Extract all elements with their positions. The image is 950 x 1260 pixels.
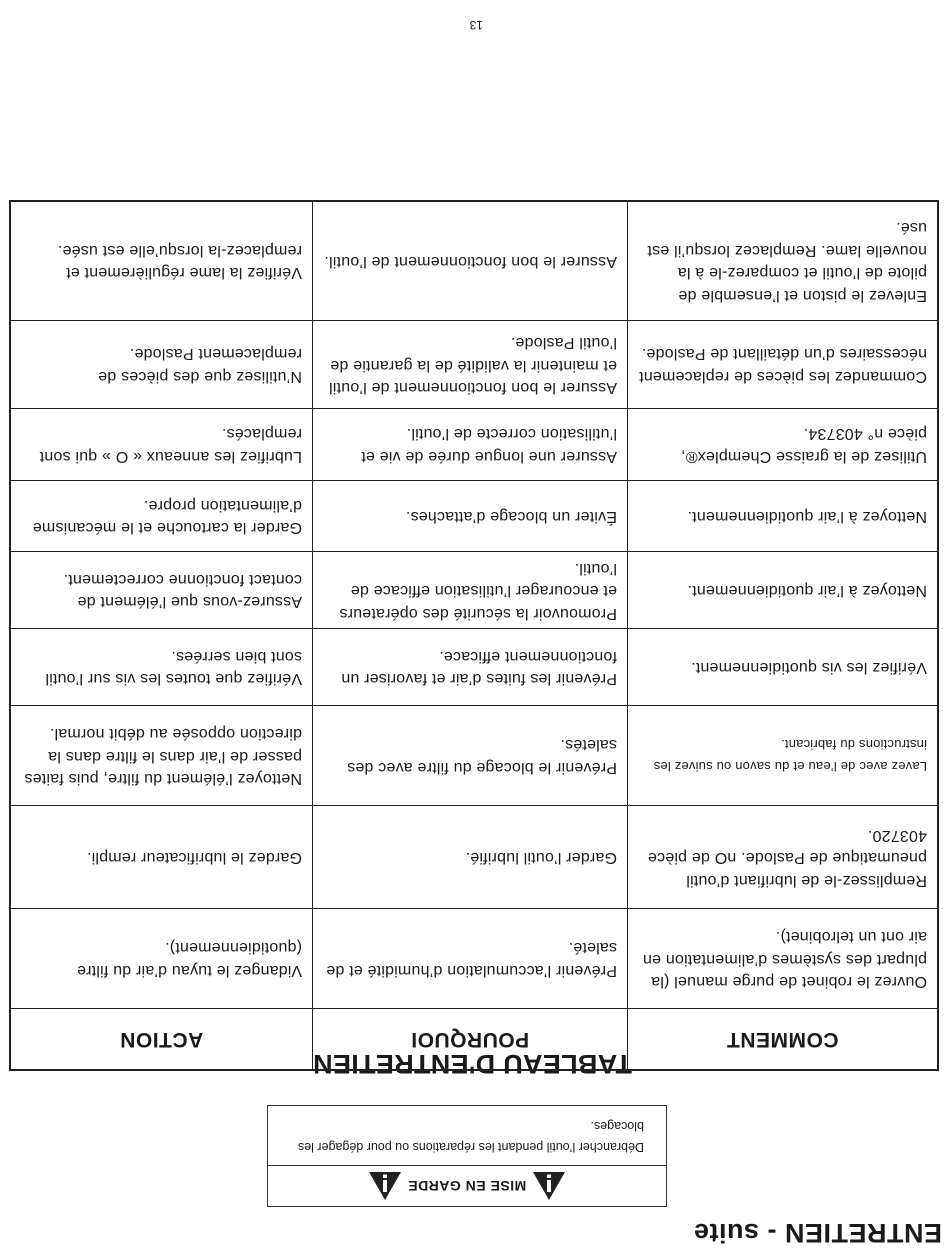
action-cell: N’utilisez que des pièces de remplacement Paslode.	[98, 345, 302, 385]
table-row	[11, 806, 937, 909]
column-header-pourquoi: POURQUOI	[312, 1009, 627, 1069]
pourquoi-cell: Garder l’outil lubrifié.	[312, 806, 627, 908]
column-header-comment: COMMENT	[627, 1009, 937, 1069]
table-header-row	[11, 1009, 937, 1069]
action-cell: Vérifiez que toutes les vis sur l’outil sont bien serrées.	[45, 648, 302, 688]
pourquoi-cell: Assurer une longue durée de vie et l’utilisation correcte de l’outil.	[312, 409, 627, 480]
action-cell: Garder la cartouche et le mécanisme d’alimentation propre.	[32, 497, 302, 537]
action-cell: Gardez le lubrificateur rempli.	[86, 849, 302, 867]
table-row	[11, 706, 937, 806]
comment-cell: Commandez les pièces de replacement nécessaires d’un détaillant de Paslode.	[627, 321, 937, 408]
warning-label: MISE EN GARDE	[407, 1178, 527, 1194]
comment-cell: Nettoyez à l’air quotidiennement.	[627, 481, 937, 551]
table-row	[11, 552, 937, 629]
warning-box	[267, 1105, 667, 1207]
section-title: ENTRETIEN - suite	[693, 1218, 942, 1248]
table-row	[11, 629, 937, 706]
warning-header	[268, 1165, 666, 1206]
warning-triangle-icon	[368, 1171, 402, 1201]
table-row	[11, 909, 937, 1009]
pourquoi-cell: Promouvoir la sécurité des opérateurs et encourager l’utilisation efficace de l’outil.	[312, 552, 627, 628]
action-cell: Lubrifiez les anneaux « O » qui sont remplacés.	[39, 425, 302, 465]
page-number: 13	[469, 18, 483, 32]
comment-cell: Ouvrez le robinet de purge manuel (la plupart des systèmes d’alimentation en air ont un telrobinet).	[627, 909, 937, 1008]
comment-cell: Lavez avec de l’eau et du savon ou suivez les instructions du fabricant.	[627, 706, 937, 805]
comment-cell: Remplissez-le de lubrifiant d’outil pneumatique de Paslode. nO de pièce 403720.	[627, 806, 937, 908]
pourquoi-cell: Prévenir les fuites d’air et favoriser un fonctionnement efficace.	[312, 629, 627, 705]
action-cell: Vérifiez la lame régulièrement et remplacez-la lorsqu’elle est usée.	[57, 242, 302, 282]
comment-cell: Vérifiez les vis quotidiennement.	[627, 629, 937, 705]
maintenance-table	[9, 200, 939, 1071]
comment-cell: Nettoyez à l’air quotidiennement.	[627, 552, 937, 628]
warning-text: Débrancher l’outil pendant les réparations ou pour dégager les blocages.	[297, 1119, 644, 1154]
table-row	[11, 321, 937, 409]
action-cell: Nettoyez l’élément du filtre, puis faites passer de l’air dans le filtre dans la direction opposée au débit normal.	[24, 725, 302, 788]
table-row	[11, 202, 937, 321]
comment-cell: Utilisez de la graisse Chemplex®, pièce n° 403734.	[627, 409, 937, 480]
warning-triangle-icon	[532, 1171, 566, 1201]
pourquoi-cell: Éviter un blocage d’attaches.	[312, 481, 627, 551]
table-title: TABLEAU D'ENTRETIEN	[312, 1049, 632, 1079]
comment-cell: Enlevez le piston et l’ensemble de pilote de l’outil et comparez-le à la nouvelle lame. Remplacez lorsqu’il est usé.	[627, 202, 937, 320]
table-row	[11, 481, 937, 552]
action-cell: Vidangez le tuyau d’air du filtre (quotidiennement).	[76, 939, 302, 979]
pourquoi-cell: Prévenir le blocage du filtre avec des saletés.	[312, 706, 627, 805]
column-header-action: ACTION	[119, 1028, 204, 1052]
table-row	[11, 409, 937, 481]
pourquoi-cell: Prévenir l’accumulation d’humidité et de saleté.	[312, 909, 627, 1008]
action-cell: Assurez-vous que l’élément de contact fonctionne correctement.	[63, 571, 302, 611]
pourquoi-cell: Assurer le bon fonctionnement de l’outil et maintenir la validité de la garantie de l’outil Paslode.	[312, 321, 627, 408]
pourquoi-cell: Assurer le bon fonctionnement de l’outil.	[312, 202, 627, 320]
